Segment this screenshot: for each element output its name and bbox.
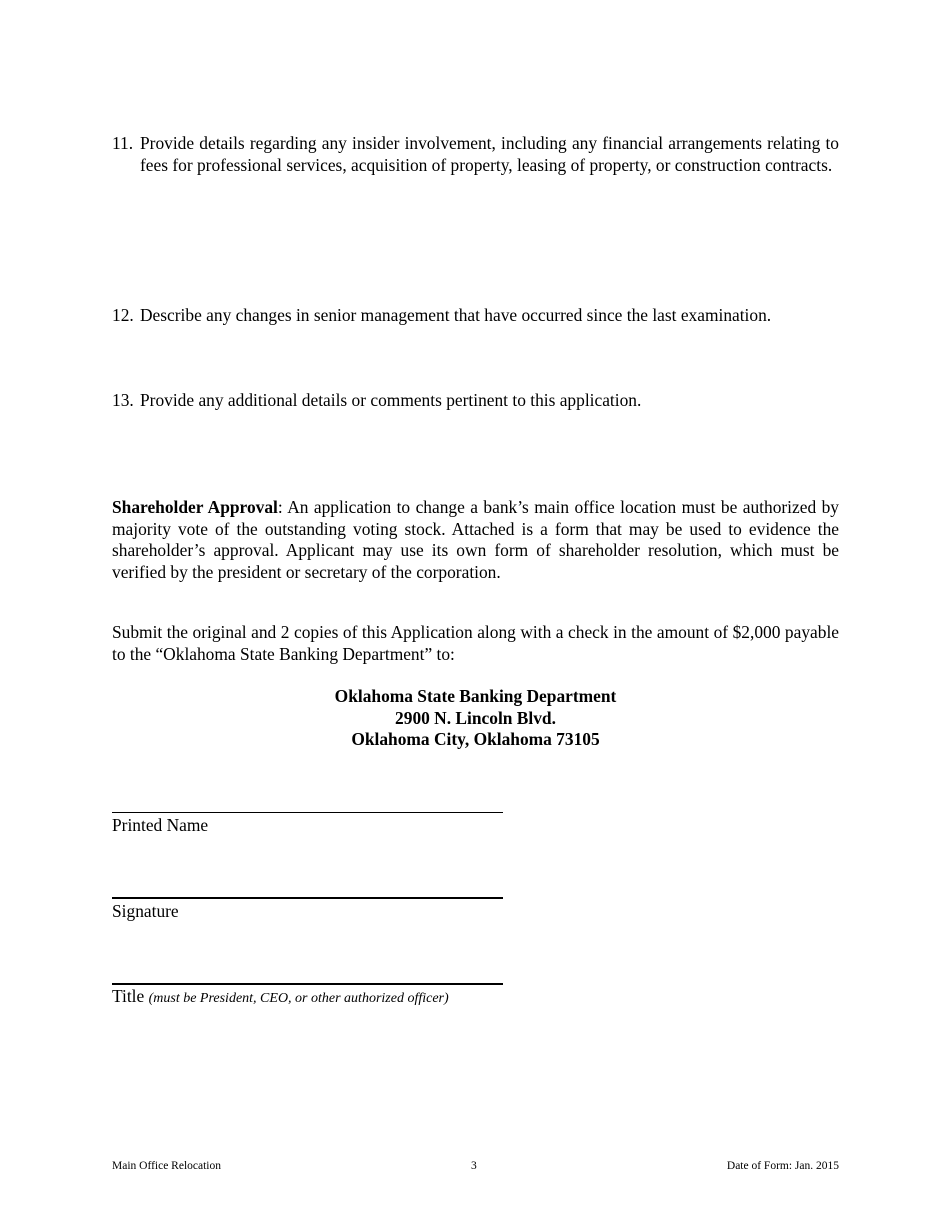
address-name: Oklahoma State Banking Department [334, 686, 617, 706]
question-12 [112, 305, 839, 327]
shareholder-approval-body: : An application to change a bank’s main office location must be authorized by majority vote of the outstanding voting stock. Attached is a form that may be used to evidence the shareholder’s approval. Applicant may use its own form of shareholder resolution, which must be verified by the president or secretary of the corporation. [112, 497, 839, 582]
printed-name-line[interactable] [112, 812, 503, 813]
question-text: Provide details regarding any insider involvement, including any financial arrangements relating to fees for professional services, acquisition of property, leasing of property, or construction contracts. [140, 133, 839, 175]
question-11 [112, 133, 839, 176]
question-text: Describe any changes in senior management that have occurred since the last examination. [140, 305, 772, 325]
shareholder-approval-paragraph [112, 497, 839, 583]
title-line[interactable] [112, 983, 503, 985]
address-street: 2900 N. Lincoln Blvd. [395, 707, 556, 728]
question-number: 12. [112, 305, 134, 325]
footer-form-date: Date of Form: Jan. 2015 [726, 1160, 839, 1172]
footer-page-number: 3 [471, 1160, 477, 1172]
shareholder-approval-heading: Shareholder Approval [112, 497, 278, 517]
title-label-group [112, 986, 449, 1010]
mailing-address [112, 686, 839, 751]
footer-form-name: Main Office Relocation [112, 1160, 222, 1172]
printed-name-label: Printed Name [112, 815, 209, 835]
question-number: 13. [112, 390, 134, 410]
question-number: 11. [112, 133, 134, 153]
title-label: Title [112, 986, 145, 1006]
question-text: Provide any additional details or comments pertinent to this application. [140, 390, 642, 410]
title-note: (must be President, CEO, or other authorized officer) [148, 991, 449, 1006]
question-13 [112, 390, 839, 412]
signature-label: Signature [112, 901, 179, 921]
address-city: Oklahoma City, Oklahoma 73105 [351, 729, 600, 750]
signature-line[interactable] [112, 897, 503, 899]
submit-instructions: Submit the original and 2 copies of this Application along with a check in the amount of $2,000 payable to the “Oklahoma State Banking Department” to: [112, 622, 839, 664]
